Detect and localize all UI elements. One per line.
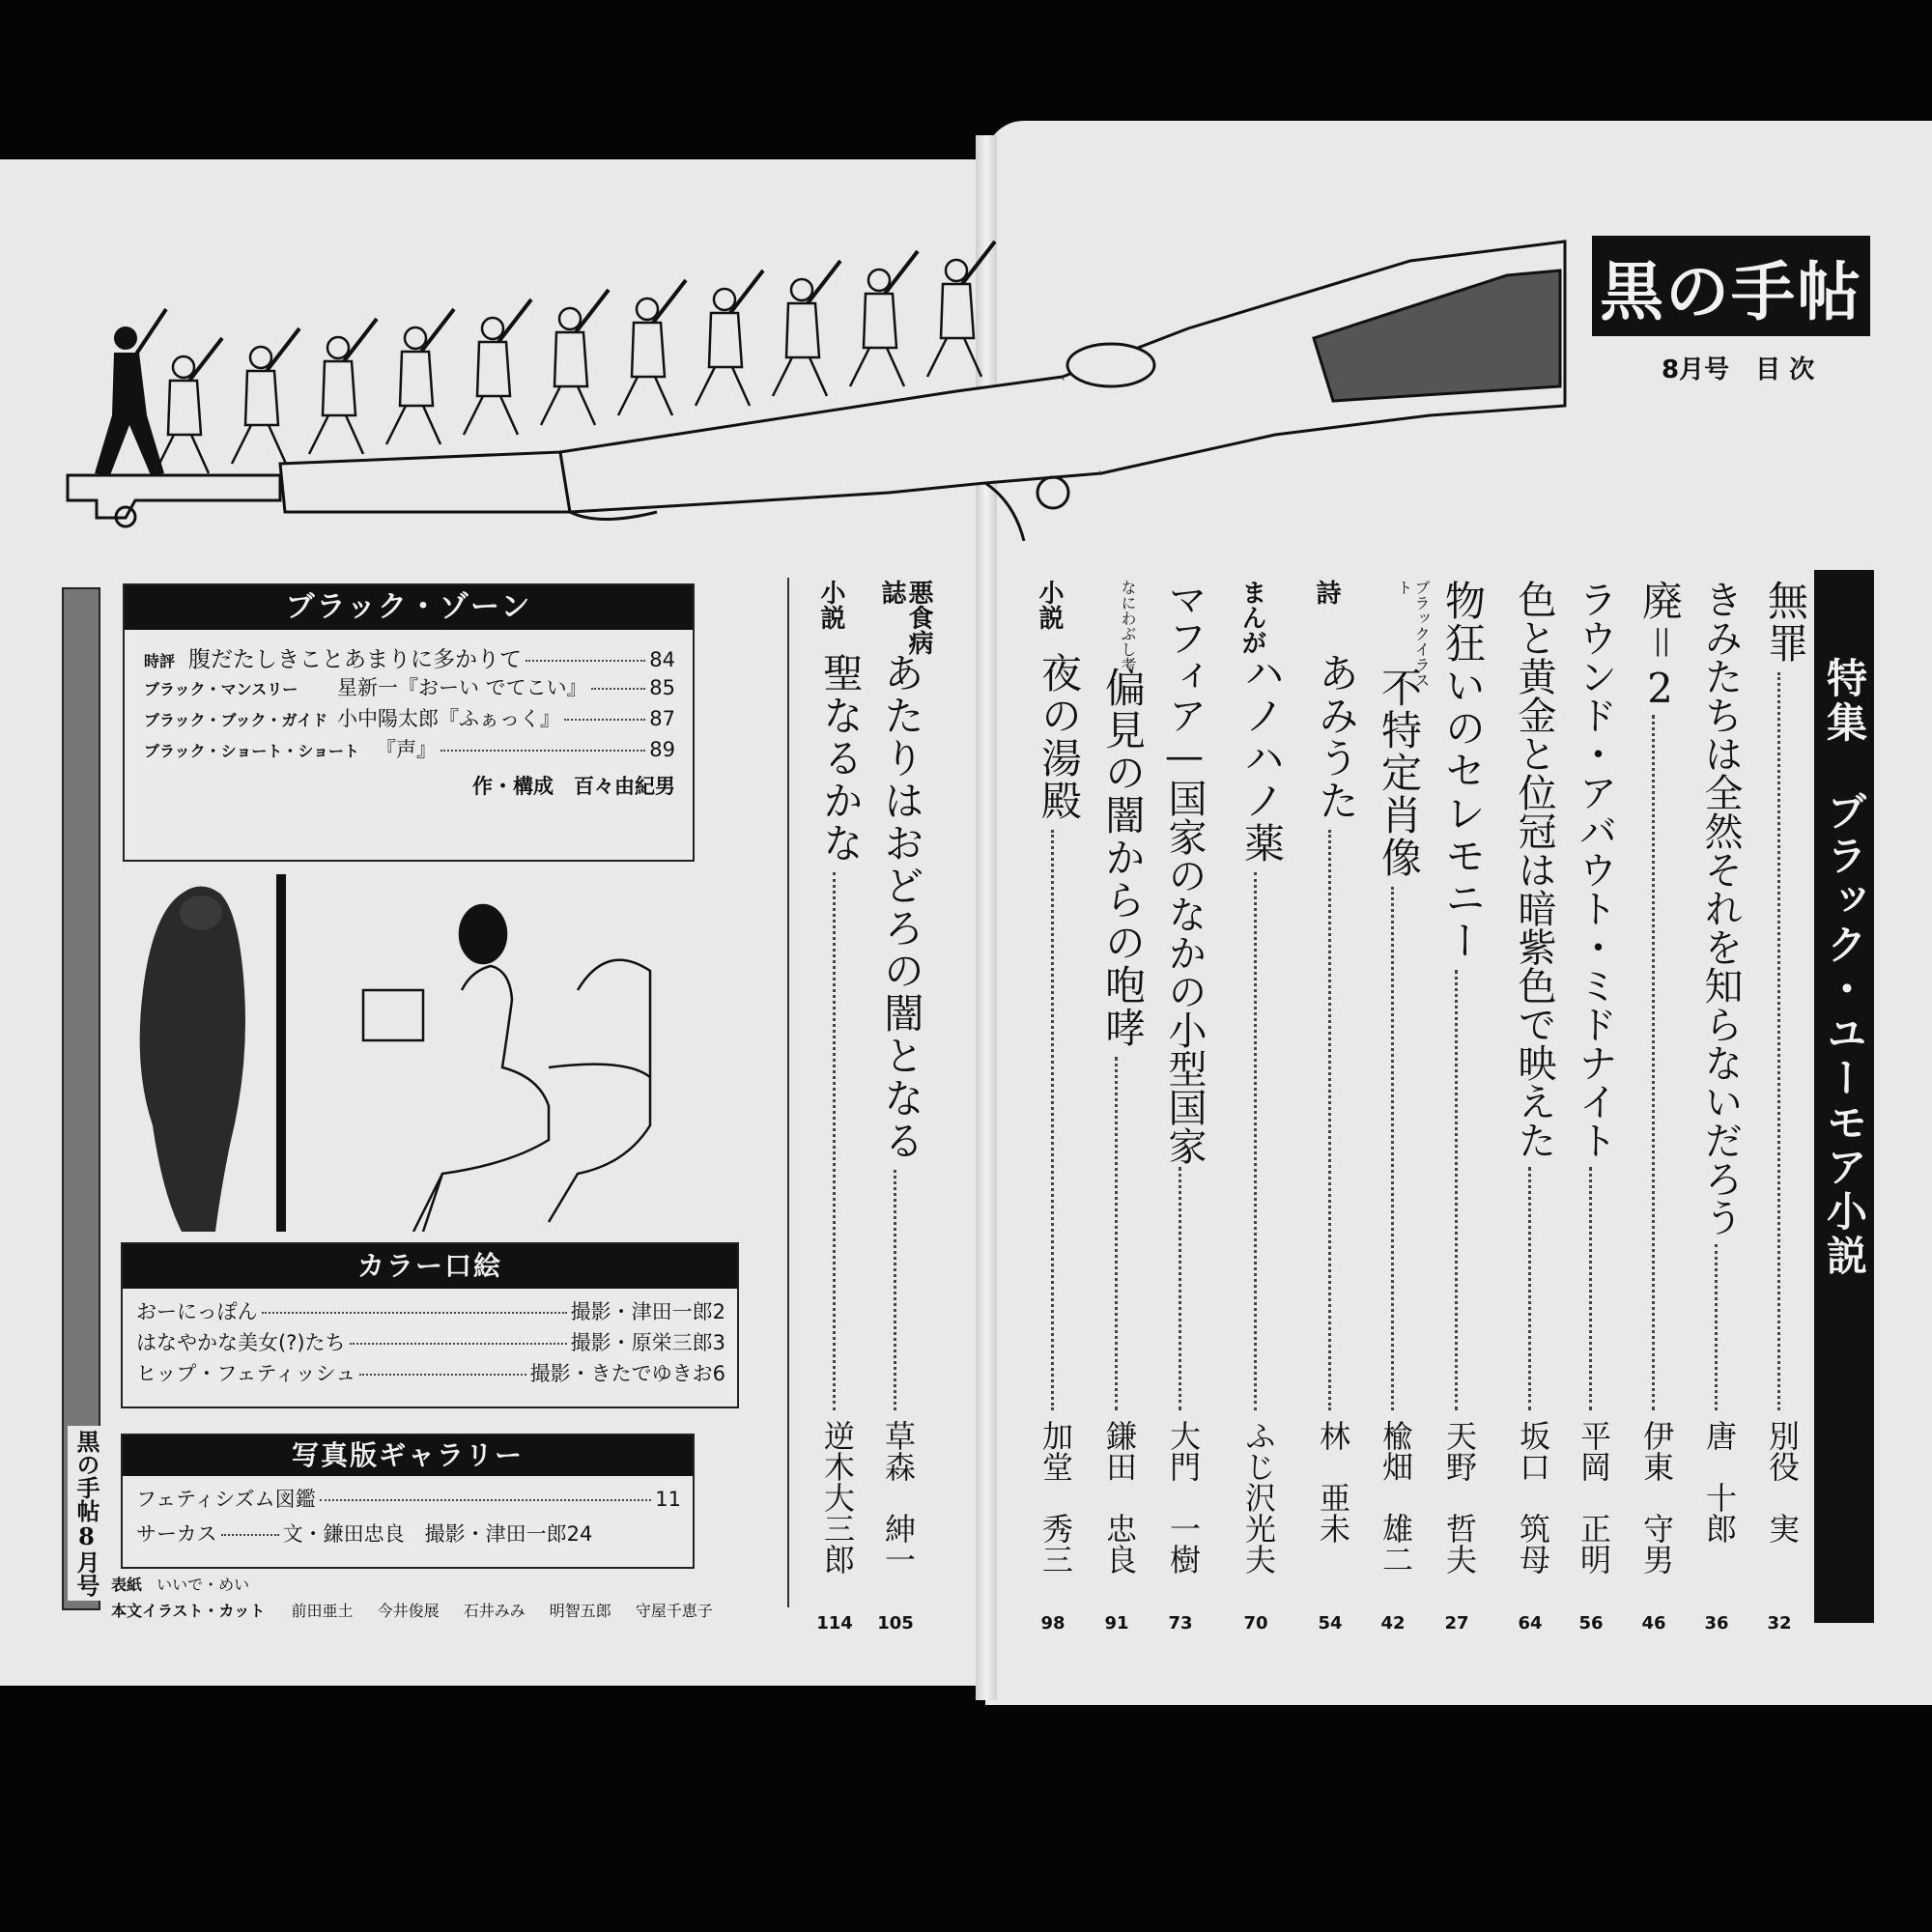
- toc-page-number: 36: [1704, 1613, 1729, 1634]
- magazine-logo: [1592, 236, 1870, 336]
- cover-label: 表紙: [111, 1576, 143, 1594]
- toc-page-number: 27: [1444, 1613, 1469, 1634]
- gravure-item[interactable]: [136, 1327, 725, 1358]
- black-zone-credit: 作・構成 百々由紀男: [472, 775, 675, 798]
- toc-author: 平岡 正明: [1576, 1420, 1612, 1575]
- gravure-page: 3: [712, 1331, 725, 1354]
- toc-genre: 詩: [1312, 580, 1341, 605]
- toc-title: あみうた: [1313, 652, 1360, 822]
- soldier-icon: [386, 309, 454, 444]
- toc-page-number: 56: [1578, 1613, 1604, 1634]
- illustrator: 石井みみ: [463, 1602, 526, 1620]
- toc-author: 唐 十郎: [1701, 1420, 1738, 1544]
- black-zone-page: 84: [649, 648, 675, 671]
- toc-title: 色と黄金と位冠は暗紫色で映えた: [1512, 580, 1556, 1159]
- toc-page-number: 105: [877, 1613, 914, 1634]
- cover-artist: いいで・めい: [156, 1576, 250, 1594]
- toc-entry[interactable]: [1499, 551, 1561, 1633]
- gravure-title: おーにっぽん: [136, 1300, 258, 1323]
- black-zone-category: 時評: [144, 652, 176, 670]
- illustration-panel: [124, 874, 686, 1232]
- toc-entry[interactable]: [1150, 551, 1211, 1633]
- black-zone-page: 87: [649, 707, 675, 730]
- black-zone-item[interactable]: [144, 672, 675, 703]
- black-zone-title: 『声』: [376, 738, 437, 761]
- spine-strip: [62, 587, 100, 1610]
- toc-entry[interactable]: [1748, 551, 1810, 1633]
- column-divider: [787, 578, 789, 1607]
- gallery-title: サーカス: [136, 1522, 217, 1546]
- soldier-icon: [541, 290, 609, 425]
- toc-page-number: 54: [1318, 1613, 1343, 1634]
- toc-page-number: 114: [816, 1613, 853, 1634]
- toc-author: 鎌田 忠良: [1101, 1420, 1138, 1575]
- soldier-icon: [464, 299, 531, 435]
- illust-label: 本文イラスト・カット: [111, 1602, 266, 1620]
- feature-banner: [1814, 570, 1874, 1623]
- divider-bar: [276, 874, 286, 1232]
- contents-label: 目 次: [1755, 355, 1815, 384]
- soldier-icon: [155, 338, 222, 473]
- soldier-icon: [850, 251, 918, 386]
- toc-genre: ブラックイラスト: [1395, 580, 1431, 688]
- toc-title: 物狂いのセレモニー: [1439, 580, 1487, 962]
- issue-label: 8月号: [1662, 355, 1730, 384]
- toc-genre: 小説: [1035, 580, 1064, 630]
- soldier-icon: [232, 328, 299, 464]
- toc-author: 草森 紳一: [880, 1420, 917, 1575]
- illustrator: 明智五郎: [549, 1602, 611, 1620]
- feature-label: 特集 ブラック・ユーモア小説: [1821, 657, 1868, 1279]
- black-zone-page: 85: [649, 676, 675, 699]
- color-gravure-heading: カラー口絵: [123, 1244, 737, 1289]
- toc-author: 別役 実: [1764, 1420, 1801, 1544]
- toc-author: ふじ沢光夫: [1240, 1420, 1277, 1575]
- toc-page-number: 73: [1168, 1613, 1193, 1634]
- credits: [111, 1573, 713, 1621]
- black-zone-category: ブラック・ブック・ガイド: [144, 711, 328, 729]
- toc-page-number: 64: [1518, 1613, 1543, 1634]
- toc-leader: [1715, 1244, 1718, 1410]
- toc-leader: [894, 1170, 896, 1410]
- toc-leader: [833, 872, 836, 1410]
- toc-author: 天野 哲夫: [1441, 1420, 1478, 1575]
- toc-leader: [1528, 1167, 1531, 1410]
- black-zone-item[interactable]: [144, 734, 675, 765]
- illustrator: 守屋千恵子: [635, 1602, 713, 1620]
- illust-credit: [111, 1599, 713, 1621]
- gorilla-icon: [140, 887, 245, 1233]
- toc-title: 夜の湯殿: [1036, 652, 1083, 822]
- toc-page-number: 42: [1380, 1613, 1406, 1634]
- soldier-icon: [927, 242, 995, 377]
- toc-genre: 悪食病誌: [877, 580, 933, 655]
- gravure-credit: 撮影・津田一郎: [570, 1300, 713, 1323]
- toc-page-number: 91: [1104, 1613, 1129, 1634]
- gravure-item[interactable]: [136, 1358, 725, 1389]
- cover-credit: [111, 1573, 713, 1595]
- issue-header: [1662, 350, 1814, 385]
- soldier-icon: [773, 261, 840, 396]
- black-zone-title: 腹だたしきことあまりに多かりて: [188, 647, 522, 672]
- photo-gallery-heading: 写真版ギャラリー: [123, 1435, 693, 1476]
- toc-leader: [1589, 1167, 1592, 1410]
- gallery-page: 11: [655, 1488, 681, 1511]
- magazine-title: 黒の手帖: [1600, 253, 1862, 329]
- toc-title: あたりはおどろの闇となる: [878, 652, 925, 1162]
- soldier-icon: [696, 270, 763, 406]
- black-zone-item[interactable]: [144, 641, 675, 672]
- color-gravure-box: [121, 1242, 739, 1408]
- toc-leader: [1455, 970, 1458, 1410]
- toc-author: 加堂 秀三: [1037, 1420, 1074, 1575]
- black-zone-heading: ブラック・ゾーン: [125, 585, 693, 630]
- gallery-item[interactable]: [136, 1519, 681, 1553]
- rifle-illustration: [58, 193, 1594, 541]
- toc-entry[interactable]: [1426, 551, 1488, 1633]
- illustrator: 今井俊展: [377, 1602, 440, 1620]
- gallery-item[interactable]: [136, 1484, 681, 1519]
- toc-entry[interactable]: [1299, 551, 1361, 1633]
- gravure-page: 2: [712, 1300, 725, 1323]
- toc-entry[interactable]: [1086, 551, 1148, 1633]
- black-zone-box: [123, 583, 695, 862]
- toc-author: 楡畑 雄二: [1378, 1420, 1414, 1575]
- black-zone-page: 89: [649, 738, 675, 761]
- black-zone-category: ブラック・ショート・ショート: [144, 742, 360, 760]
- toc-leader: [1115, 1057, 1118, 1410]
- toc-page-number: 46: [1641, 1613, 1666, 1634]
- toc-leader: [1254, 872, 1257, 1410]
- gravure-title: ヒップ・フェティッシュ: [136, 1362, 356, 1385]
- toc-entry[interactable]: [865, 551, 933, 1634]
- toc-author: 逆木大三郎: [819, 1420, 856, 1575]
- toc-entry[interactable]: [1686, 551, 1747, 1633]
- toc-entry[interactable]: [804, 551, 866, 1633]
- black-zone-category: ブラック・マンスリー: [144, 680, 298, 698]
- soldier-leader-icon: [95, 309, 166, 475]
- toc-title: 聖なるかな: [817, 652, 865, 865]
- toc-title: ハノハノ薬: [1238, 652, 1286, 865]
- toc-author: 大門 一樹: [1165, 1420, 1202, 1575]
- toc-page-number: 98: [1040, 1613, 1065, 1634]
- toc-title: きみたちは全然それを知らないだろう: [1698, 580, 1743, 1236]
- toc-title: マフィア—国家のなかの小型国家: [1162, 580, 1207, 1165]
- toc-entry[interactable]: [1560, 551, 1622, 1633]
- woman-on-toilet-icon: [363, 905, 650, 1232]
- toc-entry[interactable]: [1623, 551, 1685, 1633]
- toc-leader: [1777, 672, 1780, 1410]
- illustrator: 前田亜土: [291, 1602, 354, 1620]
- gravure-item[interactable]: [136, 1296, 725, 1327]
- toc-genre: 小説: [816, 580, 845, 630]
- toc-genre: まんが: [1237, 580, 1266, 655]
- toc-author: 伊東 守男: [1638, 1420, 1675, 1575]
- toc-page-number: 70: [1243, 1613, 1268, 1634]
- toc-genre: なにわぶし考: [1119, 580, 1137, 672]
- toc-title: 無罪: [1762, 580, 1809, 665]
- black-zone-item[interactable]: [144, 703, 675, 734]
- toc-leader: [1391, 887, 1394, 1410]
- toc-title: 廃＝2: [1636, 580, 1684, 714]
- gallery-page: 24: [566, 1522, 593, 1546]
- black-zone-title: 小中陽太郎『ふぁっく』: [337, 707, 560, 730]
- gravure-title: はなやかな美女(?)たち: [136, 1331, 346, 1354]
- toc-entry[interactable]: [1022, 551, 1084, 1633]
- toc-title: 不特定肖像: [1376, 667, 1423, 879]
- photo-gallery-box: [121, 1434, 695, 1569]
- soldier-icon: [309, 319, 377, 454]
- rifle-icon: [68, 242, 1565, 541]
- spine-label: 黒の手帖8月号: [68, 1426, 105, 1601]
- gravure-credit: 撮影・きたでゆきお: [529, 1362, 713, 1385]
- toc-author: 林 亜未: [1315, 1420, 1351, 1544]
- black-zone-title: 星新一『おーい でてこい』: [337, 676, 587, 699]
- gravure-page: 6: [712, 1362, 725, 1385]
- toc-page-number: 32: [1767, 1613, 1792, 1634]
- toc-author: 坂口 筑母: [1515, 1420, 1551, 1575]
- toc-leader: [1328, 830, 1331, 1410]
- toc-leader: [1051, 830, 1054, 1410]
- gallery-credit: 文・鎌田忠良 撮影・津田一郎: [282, 1522, 567, 1546]
- toc-entry[interactable]: [1362, 551, 1431, 1634]
- soldier-icon: [618, 280, 686, 415]
- gravure-credit: 撮影・原栄三郎: [570, 1331, 713, 1354]
- toc-title: 偏見の闇からの咆哮: [1099, 667, 1147, 1049]
- toc-leader: [1652, 715, 1655, 1410]
- toc-entry[interactable]: [1225, 551, 1287, 1633]
- toc-leader: [1179, 1167, 1181, 1410]
- gallery-title: フェティシズム図鑑: [136, 1488, 316, 1511]
- toc-title: ラウンド・アバウト・ミドナイト: [1573, 580, 1617, 1159]
